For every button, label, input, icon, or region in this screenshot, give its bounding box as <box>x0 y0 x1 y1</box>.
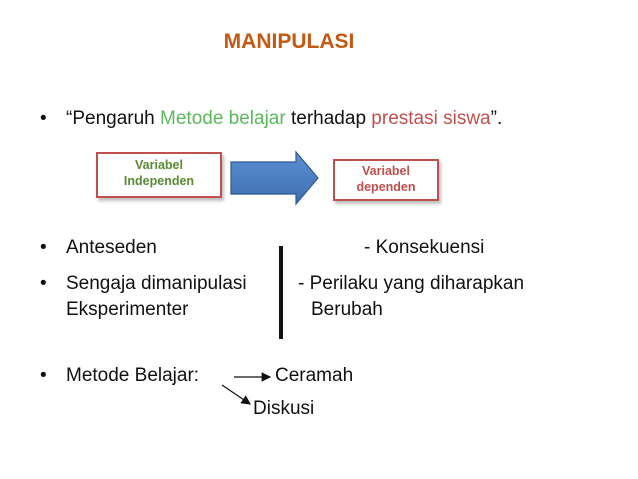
dependent-box-line1: Variabel <box>362 164 410 178</box>
dependent-variable-text: prestasi siswa <box>371 108 491 129</box>
diskusi-text: Diskusi <box>253 398 315 419</box>
perilaku-text: - Perilaku yang diharapkan <box>298 273 525 294</box>
konsekuensi-text: - Konsekuensi <box>364 237 485 258</box>
hypothesis-close: ”. <box>490 108 503 129</box>
right-arrow-icon <box>231 152 318 204</box>
berubah-text: Berubah <box>311 299 383 320</box>
independent-variable-text: Metode belajar <box>160 108 286 129</box>
page-title: MANIPULASI <box>223 30 355 53</box>
sengaja-text: Sengaja dimanipulasi <box>66 273 247 294</box>
hypothesis-open: “Pengaruh <box>66 108 161 129</box>
list-item <box>40 236 157 259</box>
arrow-to-diskusi <box>222 385 250 404</box>
eksperimenter-text: Eksperimenter <box>66 299 189 320</box>
metode-text: Metode Belajar: <box>66 365 200 386</box>
bullet-marker: • <box>40 273 47 294</box>
independent-box-line1: Variabel <box>135 158 183 172</box>
bullet-marker: • <box>40 108 47 129</box>
independent-box-line2: Independen <box>123 174 195 188</box>
bullet-marker: • <box>40 365 47 386</box>
list-item <box>40 364 199 387</box>
hypothesis-mid: terhadap <box>285 108 372 129</box>
anteseden-text: Anteseden <box>66 237 157 258</box>
vertical-divider <box>279 246 283 339</box>
dependent-box-line2: dependen <box>356 180 416 194</box>
bullet-marker: • <box>40 237 47 258</box>
ceramah-text: Ceramah <box>275 365 354 386</box>
list-item <box>40 272 247 295</box>
